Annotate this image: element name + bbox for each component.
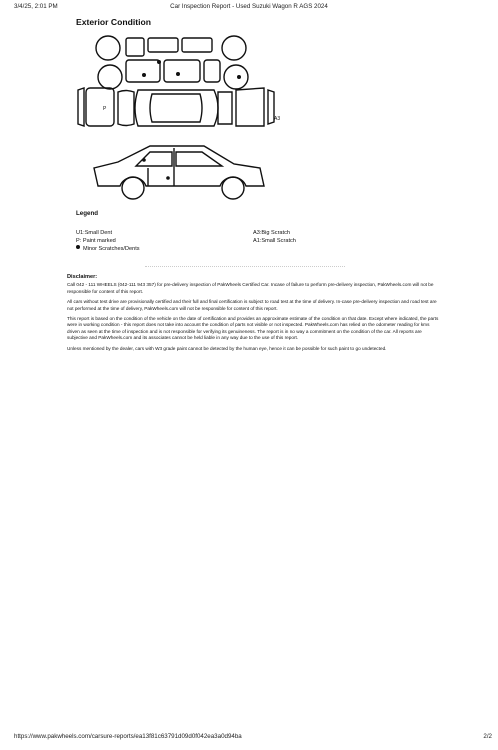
legend-title: Legend — [76, 210, 99, 217]
legend-label-minor-scratches: Minor Scratches/Dents — [83, 246, 140, 253]
side-view — [94, 146, 264, 199]
damage-dot — [157, 60, 161, 64]
marker-p: P — [103, 106, 107, 112]
car-exterior-diagram — [64, 28, 284, 206]
page-number: 2/2 — [483, 733, 492, 740]
damage-dot — [176, 72, 180, 76]
damage-dot — [166, 176, 170, 180]
legend-right-column — [253, 229, 296, 245]
print-title: Car Inspection Report - Used Suzuki Wagon R AGS 2024 — [170, 3, 328, 10]
footer-url: https://www.pakwheels.com/carsure-reports/ea13f81c63791d09d0f042ea3a0d94ba — [14, 733, 242, 740]
bullet-icon — [76, 245, 80, 249]
legend-item-small-scratch: A1:Small Scratch — [253, 238, 296, 245]
legend-item-minor-scratches — [76, 245, 140, 253]
legend-item-small-dent: U1:Small Dent — [76, 230, 113, 236]
disclaimer-section — [67, 274, 439, 356]
disclaimer-paragraph: Call 042 - 111 WHEELS (042-111 943 357) for pre-delivery inspection of PakWheels Certified Car. Incase of failure to perform pre-delivery inspection, PakWheels.com will not be responsible for content of this report. — [67, 282, 434, 294]
legend-left-column — [76, 229, 140, 254]
plan-view — [78, 88, 280, 126]
print-date: 3/4/25, 2:01 PM — [14, 3, 58, 10]
damage-dot — [142, 158, 146, 162]
top-view — [96, 36, 248, 89]
disclaimer-paragraph: This report is based on the condition of the vehicle on the date of certification and provides an approximate estimate of the condition on that date. Except where indicated, the parts were in working condition - this report does not take into account the condition of parts not visible or not inspected. PakWheels.com has relied on the odometer reading for kms driven as seen at the time of inspection and is not responsible for verifying its genuineness. The report is in no way a commitment on the condition of the car. All reports are subjective and PakWheels.com and its associates cannot be held liable in any way due to the use of this report. — [67, 316, 439, 341]
legend-item-paint-marked: P: Paint marked — [76, 238, 116, 245]
damage-dot — [142, 73, 146, 77]
section-title: Exterior Condition — [76, 17, 151, 27]
legend-item-big-scratch: A3:Big Scratch — [253, 230, 290, 236]
disclaimer-paragraph: All cars without test drive are provisionally certified and their full and final certification is subject to road test at the time of delivery. In-case pre-delivery inspection and road test are not performed at the time of delivery, PakWheels.com will not be responsible for content of this report. — [67, 299, 437, 311]
disclaimer-paragraph: Unless mentioned by the dealer, cars with W3 grade paint cannot be detected by the human eye, hence it can be possible for such paint to go undetected. — [67, 345, 387, 351]
disclaimer-title: Disclaimer: — [67, 274, 98, 280]
damage-dot — [237, 75, 241, 79]
separator-line — [145, 266, 345, 268]
marker-a3: A3 — [274, 116, 281, 122]
